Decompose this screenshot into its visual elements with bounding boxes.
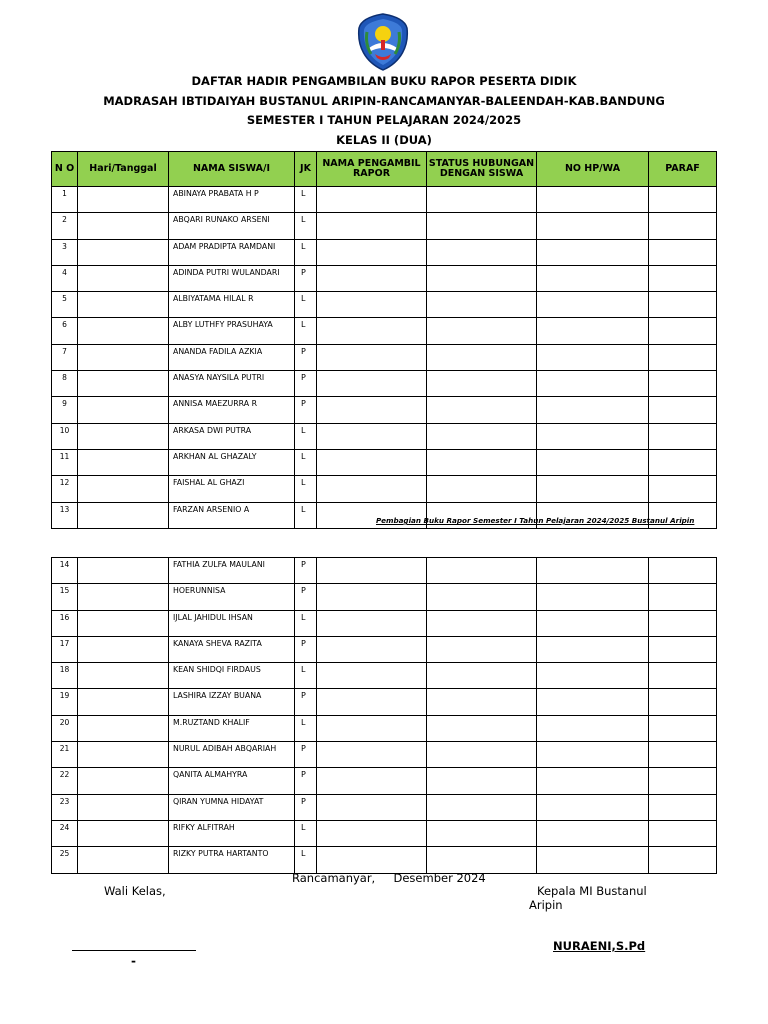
name-cell: RIFKY ALFITRAH — [169, 820, 295, 846]
hp-cell — [537, 344, 649, 370]
paraf-cell — [649, 344, 717, 370]
col-header-paraf: PARAF — [649, 152, 717, 187]
name-cell: M.RUZTAND KHALIF — [169, 715, 295, 741]
hp-cell — [537, 636, 649, 662]
pengambil-cell — [317, 768, 427, 794]
pengambil-cell — [317, 318, 427, 344]
hp-cell — [537, 292, 649, 318]
hp-cell — [537, 558, 649, 584]
no-cell: 14 — [52, 558, 78, 584]
jk-cell: L — [295, 292, 317, 318]
paraf-cell — [649, 768, 717, 794]
name-cell: ADAM PRADIPTA RAMDANI — [169, 239, 295, 265]
hp-cell — [537, 689, 649, 715]
hp-cell — [537, 794, 649, 820]
name-cell: FATHIA ZULFA MAULANI — [169, 558, 295, 584]
no-cell: 24 — [52, 820, 78, 846]
kepala-label-line-2: Aripin — [529, 898, 563, 912]
title-line-3: SEMESTER I TAHUN PELAJARAN 2024/2025 — [246, 113, 522, 127]
hp-cell — [537, 239, 649, 265]
jk-cell: L — [295, 423, 317, 449]
title-line-1: DAFTAR HADIR PENGAMBILAN BUKU RAPOR PESERTA DIDIK — [191, 74, 577, 88]
pengambil-cell — [317, 820, 427, 846]
pengambil-cell — [317, 213, 427, 239]
paraf-cell — [649, 265, 717, 291]
hari-cell — [78, 344, 169, 370]
hp-cell — [537, 397, 649, 423]
hp-cell — [537, 663, 649, 689]
hari-cell — [78, 689, 169, 715]
status-cell — [427, 742, 537, 768]
no-cell: 22 — [52, 768, 78, 794]
name-cell: IJLAL JAHIDUL IHSAN — [169, 610, 295, 636]
name-cell: KEAN SHIDQI FIRDAUS — [169, 663, 295, 689]
jk-cell: L — [295, 715, 317, 741]
pengambil-cell — [317, 265, 427, 291]
jk-cell: P — [295, 344, 317, 370]
table-row — [52, 476, 717, 502]
paraf-cell — [649, 397, 717, 423]
paraf-cell — [649, 794, 717, 820]
paraf-cell — [649, 292, 717, 318]
jk-cell: P — [295, 265, 317, 291]
hari-cell — [78, 239, 169, 265]
table-row — [52, 449, 717, 475]
no-cell: 25 — [52, 847, 78, 873]
jk-cell: P — [295, 689, 317, 715]
pengambil-cell — [317, 292, 427, 318]
jk-cell: L — [295, 820, 317, 846]
jk-cell: L — [295, 213, 317, 239]
name-cell: FARZAN ARSENIO A — [169, 502, 295, 528]
paraf-cell — [649, 187, 717, 213]
pengambil-cell — [317, 187, 427, 213]
hari-cell — [78, 768, 169, 794]
pengambil-cell — [317, 558, 427, 584]
hp-cell — [537, 318, 649, 344]
kepala-label-line-1: Kepala MI Bustanul — [537, 884, 647, 898]
hp-cell — [537, 476, 649, 502]
title-line-4: KELAS II (DUA) — [336, 132, 432, 147]
status-cell — [427, 768, 537, 794]
paraf-cell — [649, 318, 717, 344]
status-cell — [427, 689, 537, 715]
hari-cell — [78, 449, 169, 475]
col-header-nama: NAMA SISWA/I — [169, 152, 295, 187]
table-row — [52, 371, 717, 397]
hari-cell — [78, 213, 169, 239]
jk-cell: L — [295, 502, 317, 528]
attendance-table-page-1 — [51, 151, 717, 529]
table-row — [52, 768, 717, 794]
col-header-no: N O — [52, 152, 78, 187]
paraf-cell — [649, 558, 717, 584]
pengambil-cell — [317, 449, 427, 475]
paraf-cell — [649, 423, 717, 449]
name-cell: ARKHAN AL GHAZALY — [169, 449, 295, 475]
name-cell: ABINAYA PRABATA H P — [169, 187, 295, 213]
hp-cell — [537, 423, 649, 449]
page-note: Pembagian Buku Rapor Semester I Tahun Pelajaran 2024/2025 Bustanul Aripin — [376, 516, 695, 525]
status-cell — [427, 476, 537, 502]
name-cell: ALBIYATAMA HILAL R — [169, 292, 295, 318]
table-row — [52, 742, 717, 768]
name-cell: ANANDA FADILA AZKIA — [169, 344, 295, 370]
table-row — [52, 397, 717, 423]
hari-cell — [78, 397, 169, 423]
no-cell: 7 — [52, 344, 78, 370]
hari-cell — [78, 794, 169, 820]
pengambil-cell — [317, 689, 427, 715]
status-cell — [427, 265, 537, 291]
paraf-cell — [649, 636, 717, 662]
wali-name: - — [131, 954, 136, 968]
col-header-status: STATUS HUBUNGAN DENGAN SISWA — [427, 152, 537, 187]
paraf-cell — [649, 371, 717, 397]
jk-cell: P — [295, 742, 317, 768]
pengambil-cell — [317, 371, 427, 397]
hari-cell — [78, 610, 169, 636]
status-cell — [427, 663, 537, 689]
paraf-cell — [649, 610, 717, 636]
col-header-hp: NO HP/WA — [537, 152, 649, 187]
name-cell: ANASYA NAYSILA PUTRI — [169, 371, 295, 397]
table-row — [52, 663, 717, 689]
status-cell — [427, 318, 537, 344]
status-cell — [427, 292, 537, 318]
no-cell: 19 — [52, 689, 78, 715]
pengambil-cell — [317, 847, 427, 873]
paraf-cell — [649, 689, 717, 715]
pengambil-cell — [317, 636, 427, 662]
table-row — [52, 715, 717, 741]
status-cell — [427, 794, 537, 820]
name-cell: QANITA ALMAHYRA — [169, 768, 295, 794]
status-cell — [427, 715, 537, 741]
jk-cell: L — [295, 187, 317, 213]
status-cell — [427, 610, 537, 636]
status-cell — [427, 820, 537, 846]
document-titles — [0, 72, 768, 150]
hp-cell — [537, 265, 649, 291]
no-cell: 9 — [52, 397, 78, 423]
place-date: Rancamanyar, Desember 2024 — [292, 871, 486, 885]
name-cell: ALBY LUTHFY PRASUHAYA — [169, 318, 295, 344]
hp-cell — [537, 820, 649, 846]
jk-cell: L — [295, 663, 317, 689]
hp-cell — [537, 371, 649, 397]
no-cell: 10 — [52, 423, 78, 449]
pengambil-cell — [317, 794, 427, 820]
table-row — [52, 187, 717, 213]
hp-cell — [537, 768, 649, 794]
hari-cell — [78, 742, 169, 768]
title-line-2: MADRASAH IBTIDAIYAH BUSTANUL ARIPIN-RANCAMANYAR-BALEENDAH-KAB.BANDUNG — [103, 93, 665, 108]
hari-cell — [78, 502, 169, 528]
jk-cell: P — [295, 636, 317, 662]
pengambil-cell — [317, 344, 427, 370]
jk-cell: P — [295, 371, 317, 397]
no-cell: 18 — [52, 663, 78, 689]
status-cell — [427, 558, 537, 584]
status-cell — [427, 239, 537, 265]
table-row — [52, 558, 717, 584]
name-cell: ARKASA DWI PUTRA — [169, 423, 295, 449]
name-cell: ANNISA MAEZURRA R — [169, 397, 295, 423]
col-header-hari: Hari/Tanggal — [78, 152, 169, 187]
name-cell: NURUL ADIBAH ABQARIAH — [169, 742, 295, 768]
jk-cell: P — [295, 397, 317, 423]
jk-cell: L — [295, 449, 317, 475]
hari-cell — [78, 371, 169, 397]
paraf-cell — [649, 239, 717, 265]
table-row — [52, 344, 717, 370]
jk-cell: L — [295, 239, 317, 265]
no-cell: 23 — [52, 794, 78, 820]
kepala-name: NURAENI,S.Pd — [553, 939, 646, 953]
jk-cell: L — [295, 847, 317, 873]
status-cell — [427, 847, 537, 873]
paraf-cell — [649, 449, 717, 475]
wali-kelas-label: Wali Kelas, — [104, 884, 166, 898]
no-cell: 11 — [52, 449, 78, 475]
no-cell: 12 — [52, 476, 78, 502]
col-header-pengambil: NAMA PENGAMBIL RAPOR — [317, 152, 427, 187]
table-row — [52, 423, 717, 449]
no-cell: 5 — [52, 292, 78, 318]
pengambil-cell — [317, 397, 427, 423]
status-cell — [427, 423, 537, 449]
status-cell — [427, 584, 537, 610]
jk-cell: P — [295, 558, 317, 584]
paraf-cell — [649, 663, 717, 689]
no-cell: 13 — [52, 502, 78, 528]
hp-cell — [537, 584, 649, 610]
no-cell: 3 — [52, 239, 78, 265]
status-cell — [427, 213, 537, 239]
jk-cell: P — [295, 794, 317, 820]
name-cell: RIZKY PUTRA HARTANTO — [169, 847, 295, 873]
jk-cell: P — [295, 768, 317, 794]
name-cell: ABQARI RUNAKO ARSENI — [169, 213, 295, 239]
paraf-cell — [649, 476, 717, 502]
name-cell: LASHIRA IZZAY BUANA — [169, 689, 295, 715]
no-cell: 17 — [52, 636, 78, 662]
hari-cell — [78, 187, 169, 213]
table-row — [52, 213, 717, 239]
pengambil-cell — [317, 239, 427, 265]
table-row — [52, 584, 717, 610]
hari-cell — [78, 584, 169, 610]
no-cell: 8 — [52, 371, 78, 397]
table-row — [52, 689, 717, 715]
name-cell: FAISHAL AL GHAZI — [169, 476, 295, 502]
status-cell — [427, 371, 537, 397]
hari-cell — [78, 318, 169, 344]
hp-cell — [537, 742, 649, 768]
status-cell — [427, 397, 537, 423]
name-cell: QIRAN YUMNA HIDAYAT — [169, 794, 295, 820]
paraf-cell — [649, 715, 717, 741]
name-cell: KANAYA SHEVA RAZITA — [169, 636, 295, 662]
hari-cell — [78, 636, 169, 662]
col-header-jk: JK — [295, 152, 317, 187]
pengambil-cell — [317, 423, 427, 449]
table-row — [52, 265, 717, 291]
table-row — [52, 318, 717, 344]
paraf-cell — [649, 213, 717, 239]
hari-cell — [78, 820, 169, 846]
table-row — [52, 636, 717, 662]
table-body-page-1 — [52, 187, 717, 529]
hari-cell — [78, 558, 169, 584]
hari-cell — [78, 847, 169, 873]
table-row — [52, 794, 717, 820]
hari-cell — [78, 715, 169, 741]
pengambil-cell — [317, 715, 427, 741]
paraf-cell — [649, 820, 717, 846]
jk-cell: P — [295, 584, 317, 610]
table-header-row — [52, 152, 717, 187]
jk-cell: L — [295, 610, 317, 636]
pengambil-cell — [317, 742, 427, 768]
no-cell: 16 — [52, 610, 78, 636]
no-cell: 1 — [52, 187, 78, 213]
name-cell: ADINDA PUTRI WULANDARI — [169, 265, 295, 291]
pengambil-cell — [317, 476, 427, 502]
hp-cell — [537, 847, 649, 873]
table-row — [52, 292, 717, 318]
hp-cell — [537, 715, 649, 741]
status-cell — [427, 449, 537, 475]
paraf-cell — [649, 584, 717, 610]
attendance-table-page-2 — [51, 557, 717, 874]
paraf-cell — [649, 847, 717, 873]
status-cell — [427, 187, 537, 213]
hari-cell — [78, 265, 169, 291]
jk-cell: L — [295, 476, 317, 502]
hari-cell — [78, 663, 169, 689]
hari-cell — [78, 476, 169, 502]
hp-cell — [537, 610, 649, 636]
hp-cell — [537, 187, 649, 213]
table-row — [52, 847, 717, 873]
hp-cell — [537, 449, 649, 475]
pengambil-cell — [317, 663, 427, 689]
hari-cell — [78, 423, 169, 449]
hp-cell — [537, 213, 649, 239]
status-cell — [427, 636, 537, 662]
table-row — [52, 820, 717, 846]
status-cell — [427, 344, 537, 370]
no-cell: 6 — [52, 318, 78, 344]
table-body-page-2 — [52, 558, 717, 874]
no-cell: 15 — [52, 584, 78, 610]
no-cell: 21 — [52, 742, 78, 768]
pengambil-cell — [317, 610, 427, 636]
no-cell: 2 — [52, 213, 78, 239]
wali-signature-line — [72, 950, 196, 951]
hari-cell — [78, 292, 169, 318]
school-emblem-icon — [355, 12, 411, 72]
no-cell: 20 — [52, 715, 78, 741]
paraf-cell — [649, 742, 717, 768]
no-cell: 4 — [52, 265, 78, 291]
table-row — [52, 239, 717, 265]
table-row — [52, 610, 717, 636]
name-cell: HOERUNNISA — [169, 584, 295, 610]
jk-cell: L — [295, 318, 317, 344]
pengambil-cell — [317, 584, 427, 610]
